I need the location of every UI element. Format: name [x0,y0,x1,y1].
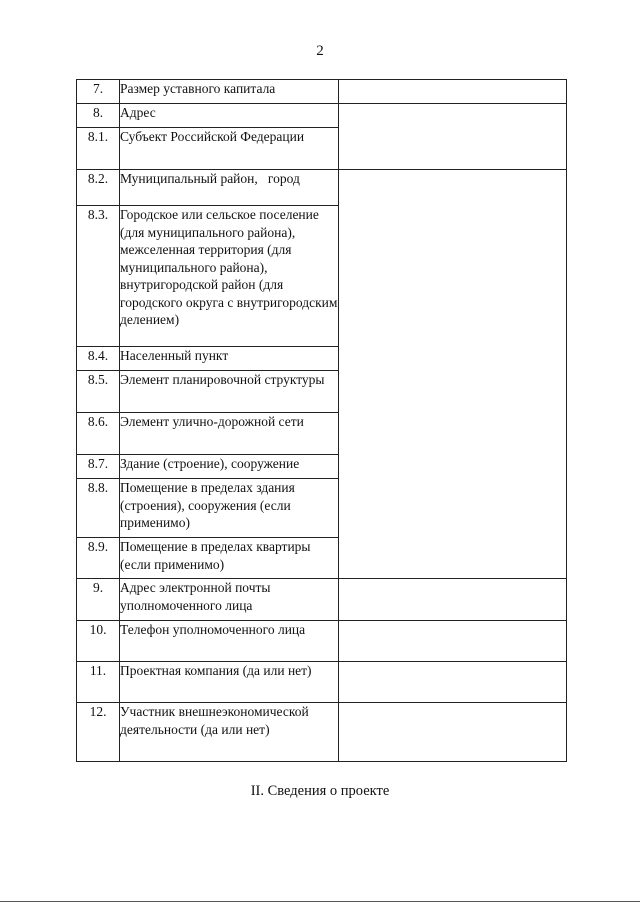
row-number: 8.2. [77,170,120,206]
row-number: 8.4. [77,347,120,371]
value-cell[interactable] [339,703,567,762]
row-label: Субъект Российской Федерации [120,128,339,170]
row-number: 8.6. [77,413,120,455]
row-number: 8.5. [77,371,120,413]
value-cell[interactable] [339,104,567,170]
table-row [77,662,567,703]
row-label: Адрес [120,104,339,128]
table-row [77,703,567,762]
row-label: Здание (строение), сооружение [120,455,339,479]
table-row [77,621,567,662]
value-cell[interactable] [339,170,567,579]
row-number: 9. [77,579,120,621]
row-number: 8.8. [77,479,120,538]
value-cell[interactable] [339,662,567,703]
page-edge-divider [0,901,640,902]
row-label: Городское или сельское поселение (для муниципального района), межселенная территория (для муниципального района), внутригородской район (для городского округа с внутригородским делением) [120,206,339,347]
row-label: Адрес электронной почты уполномоченного лица [120,579,339,621]
row-label: Муниципальный район, город [120,170,339,206]
row-label: Населенный пункт [120,347,339,371]
row-label: Телефон уполномоченного лица [120,621,339,662]
row-number: 12. [77,703,120,762]
row-number: 8.9. [77,538,120,579]
row-number: 8. [77,104,120,128]
row-number: 8.1. [77,128,120,170]
value-cell[interactable] [339,621,567,662]
table-row [77,579,567,621]
row-label: Размер уставного капитала [120,80,339,104]
value-cell[interactable] [339,579,567,621]
table-row [77,170,567,206]
table-row [77,80,567,104]
row-number: 8.7. [77,455,120,479]
section-heading: II. Сведения о проекте [250,783,390,799]
company-info-table [76,79,567,762]
page-number: 2 [316,43,324,59]
row-label: Участник внешнеэкономической деятельности (да или нет) [120,703,339,762]
row-number: 7. [77,80,120,104]
row-label: Элемент улично-дорожной сети [120,413,339,455]
row-label: Помещение в пределах квартиры (если применимо) [120,538,339,579]
row-number: 11. [77,662,120,703]
value-cell[interactable] [339,80,567,104]
table-row [77,104,567,128]
row-label: Помещение в пределах здания (строения), сооружения (если применимо) [120,479,339,538]
row-label: Элемент планировочной структуры [120,371,339,413]
row-number: 8.3. [77,206,120,347]
row-label: Проектная компания (да или нет) [120,662,339,703]
row-number: 10. [77,621,120,662]
